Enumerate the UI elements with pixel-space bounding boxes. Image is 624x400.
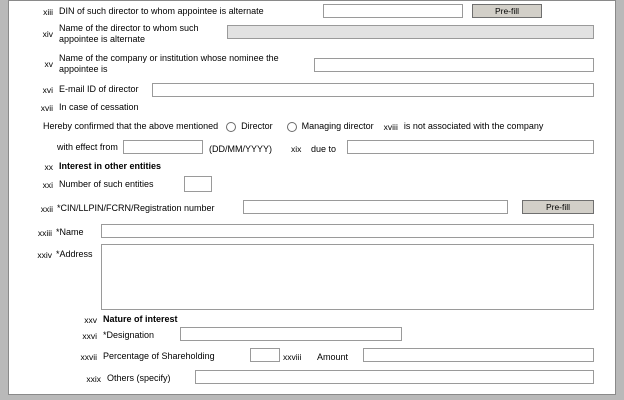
label-entity-name: *Name: [56, 227, 84, 237]
label-option-director: Director: [241, 121, 273, 131]
label-nature-of-interest: Nature of interest: [103, 314, 178, 324]
row-effect-from: [57, 142, 118, 153]
row-cessation-confirm: [43, 121, 543, 132]
form-page: [8, 0, 616, 395]
input-email-director[interactable]: [152, 83, 594, 97]
row-number-xx: xx: [44, 161, 53, 172]
input-din-alternate[interactable]: [323, 4, 463, 18]
label-others-specify: Others (specify): [107, 373, 171, 383]
input-effect-from-date[interactable]: [123, 140, 203, 154]
row-xxv: [75, 314, 178, 325]
row-number-xxi: xxi: [42, 179, 53, 190]
row-xxvi: [71, 330, 154, 341]
input-nominee-company[interactable]: [314, 58, 594, 72]
label-name-alternate-director: Name of the director to whom such appointee is alternate: [59, 23, 199, 44]
label-interest-other-entities: Interest in other entities: [59, 161, 162, 171]
prefill-button-cin[interactable]: Pre-fill: [522, 200, 594, 214]
row-xvii: [31, 102, 139, 113]
label-number-of-entities: Number of such entities: [59, 179, 154, 189]
row-number-xxii: xxii: [40, 203, 53, 214]
input-cin-registration[interactable]: [243, 200, 508, 214]
row-xxix: [71, 373, 171, 384]
row-number-xxiv: xxiv: [37, 249, 52, 260]
row-number-xiv: xiv: [42, 29, 53, 39]
label-email-director: E-mail ID of director: [59, 84, 139, 94]
row-xx: [31, 161, 161, 172]
row-number-xxix: xxix: [86, 373, 101, 384]
row-number-xv: xv: [44, 59, 53, 69]
input-number-of-entities[interactable]: [184, 176, 212, 192]
row-xxi: [31, 179, 154, 190]
input-amount[interactable]: [363, 348, 594, 362]
row-xxvii: [67, 351, 215, 362]
label-option-managing-director: Managing director: [301, 121, 374, 131]
label-in-case-cessation: In case of cessation: [59, 102, 139, 112]
input-entity-name[interactable]: [101, 224, 594, 238]
prefill-button-din[interactable]: Pre-fill: [472, 4, 542, 18]
row-xv: [31, 53, 317, 75]
label-cessation-lead: Hereby confirmed that the above mentioned: [43, 121, 219, 131]
radio-director[interactable]: [226, 122, 236, 132]
row-number-xvii: xvii: [40, 102, 53, 113]
input-others-specify[interactable]: [195, 370, 594, 384]
label-din-alternate: DIN of such director to whom appointee is alternate: [59, 6, 264, 16]
label-entity-address: *Address: [56, 249, 93, 259]
row-number-xxviii: xxviii: [283, 352, 302, 362]
input-entity-address[interactable]: [101, 244, 594, 310]
label-date-format: (DD/MM/YYYY): [209, 144, 272, 154]
row-number-xxiii: xxiii: [37, 227, 52, 238]
row-xxii: [27, 203, 215, 214]
row-xxiii: [24, 227, 84, 238]
label-with-effect-from: with effect from: [57, 142, 118, 152]
label-designation: *Designation: [103, 330, 155, 340]
radio-managing-director[interactable]: [287, 122, 297, 132]
row-number-xxv: xxv: [84, 314, 97, 325]
label-cessation-tail: is not associated with the company: [403, 121, 544, 131]
row-number-xvi: xvi: [42, 84, 53, 95]
label-amount: Amount: [317, 352, 349, 362]
row-xvi: [31, 84, 139, 95]
input-name-alternate-director[interactable]: [227, 25, 594, 39]
label-percentage-shareholding: Percentage of Shareholding: [103, 351, 215, 361]
row-number-xviii: xviii: [383, 121, 398, 132]
row-number-xxvi: xxvi: [82, 330, 97, 341]
input-due-to[interactable]: [347, 140, 594, 154]
row-number-xix: xix: [291, 144, 302, 154]
row-xxiv: [24, 249, 93, 260]
input-percentage-shareholding[interactable]: [250, 348, 280, 362]
label-nominee-company: Name of the company or institution whose nominee the appointee is: [59, 53, 279, 74]
input-designation[interactable]: [180, 327, 402, 341]
row-number-xiii: xiii: [43, 6, 53, 17]
label-due-to: due to: [311, 144, 337, 154]
label-cin-registration: *CIN/LLPIN/FCRN/Registration number: [57, 203, 215, 213]
row-xiii: [31, 6, 264, 17]
row-number-xxvii: xxvii: [80, 351, 97, 362]
row-xiv: [31, 23, 229, 45]
